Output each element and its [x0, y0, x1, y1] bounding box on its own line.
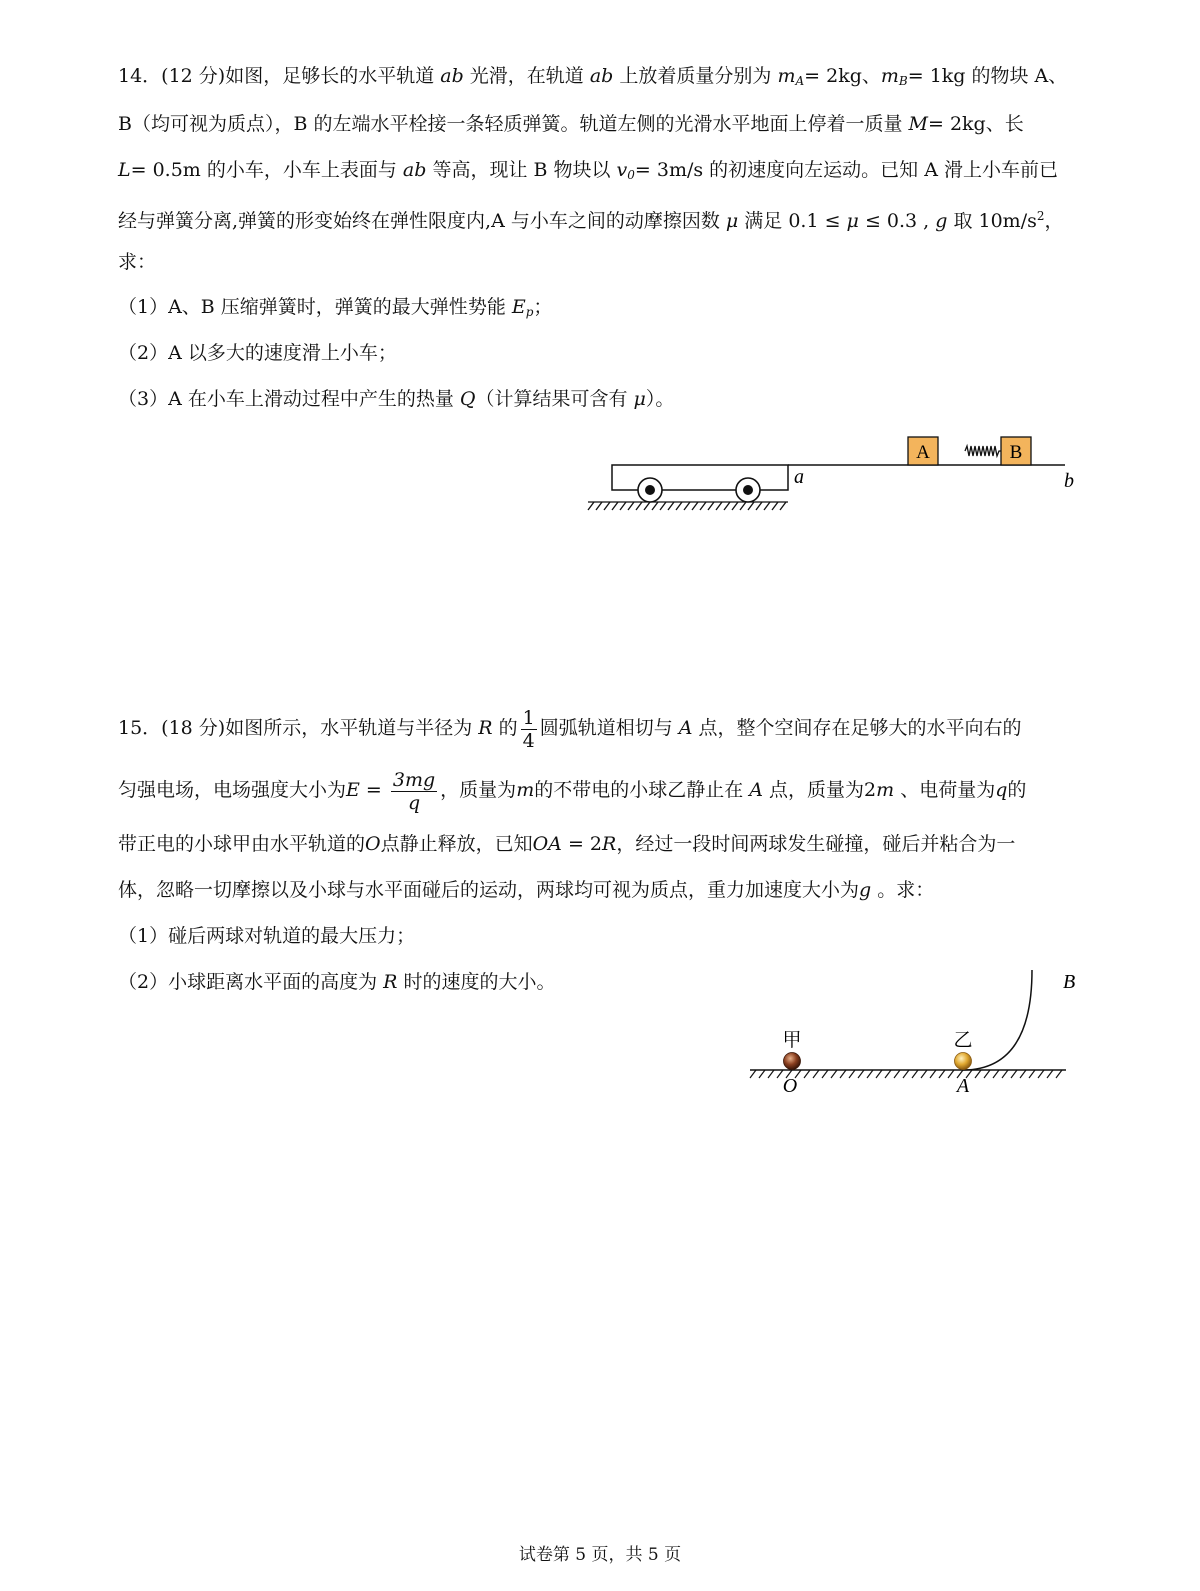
hatch-mark [876, 1070, 882, 1078]
hatch-mark [939, 1070, 945, 1078]
hatch-mark [780, 502, 786, 510]
q14-subquestion-1: （1）A、B 压缩弹簧时，弹簧的最大弹性势能 $E_p$； [118, 296, 553, 319]
hatch-mark [684, 502, 690, 510]
hatch-mark [1029, 1070, 1035, 1078]
cart-wheel-left [638, 478, 662, 502]
hatch-mark [903, 1070, 909, 1078]
ball-jia [784, 1053, 801, 1070]
hatch-mark [975, 1070, 981, 1078]
hatch-mark [748, 502, 754, 510]
spring [965, 446, 1001, 456]
hatch-mark [768, 1070, 774, 1078]
q15-subquestion-1: （1）碰后两球对轨道的最大压力； [118, 925, 416, 947]
hatch-mark [930, 1070, 936, 1078]
hatch-mark [813, 1070, 819, 1078]
hatch-mark [1038, 1070, 1044, 1078]
q15-line-2: 匀强电场，电场强度大小为E = $\frac{3mg}{q}$ ，质量为m的不带电的小球乙静止在 A 点，质量为2m 、电荷量为q的 [118, 768, 1027, 814]
hatch-mark [984, 1070, 990, 1078]
q15-line-3: 带正电的小球甲由水平轨道的O点静止释放，已知OA = 2R，经过一段时间两球发生碰撞，碰后并粘合为一 [118, 833, 1016, 855]
cart-wheel-right [736, 478, 760, 502]
quarter-arc-track [963, 970, 1032, 1070]
hatch-mark [840, 1070, 846, 1078]
block-a-label: A [916, 442, 930, 463]
hatch-mark [885, 1070, 891, 1078]
hatch-mark [596, 502, 602, 510]
fraction-field-strength: $\frac{3mg}{q}$ [392, 768, 436, 814]
hatch-mark [867, 1070, 873, 1078]
hatch-mark [636, 502, 642, 510]
hatch-mark [588, 502, 594, 510]
page-footer: 试卷第 5 页，共 5 页 [518, 1545, 682, 1565]
q14-line-2: B（均可视为质点），B 的左端水平栓接一条轻质弹簧。轨道左侧的光滑水平地面上停着一质量 M= 2kg、长 [118, 113, 1024, 135]
hatch-mark [724, 502, 730, 510]
hatch-mark [732, 502, 738, 510]
hatch-mark [660, 502, 666, 510]
block-b-label: B [1009, 442, 1023, 463]
hatch-mark [644, 502, 650, 510]
label-yi: 乙 [953, 1030, 973, 1051]
hatch-mark [894, 1070, 900, 1078]
label-b: b [1064, 470, 1074, 492]
ball-yi [955, 1053, 972, 1070]
hatch-mark [692, 502, 698, 510]
hatch-mark [822, 1070, 828, 1078]
hatch-mark [620, 502, 626, 510]
hatch-mark [628, 502, 634, 510]
hatch-mark [700, 502, 706, 510]
q14-line-4: 经与弹簧分离,弹簧的形变始终在弹性限度内,A 与小车之间的动摩擦因数 μ 满足 0.1 ≤ μ ≤ 0.3 , g 取 $10m/s^2$， [118, 209, 1064, 232]
hatch-mark [652, 502, 658, 510]
q15-subquestion-2: （2）小球距离水平面的高度为 R 时的速度的大小。 [118, 971, 556, 993]
hatch-mark [612, 502, 618, 510]
hatch-mark [759, 1070, 765, 1078]
hatch-mark [708, 502, 714, 510]
label-a: a [794, 466, 804, 488]
hatch-mark [1047, 1070, 1053, 1078]
hatch-mark [849, 1070, 855, 1078]
hatch-mark [668, 502, 674, 510]
hatch-mark [948, 1070, 954, 1078]
label-a: A [956, 1075, 970, 1097]
q14-line-5: 求： [118, 251, 157, 273]
hatch-mark [604, 502, 610, 510]
hatch-mark [1056, 1070, 1062, 1078]
hatch-mark [858, 1070, 864, 1078]
hatch-mark [1002, 1070, 1008, 1078]
hatch-mark [993, 1070, 999, 1078]
hatch-mark [750, 1070, 756, 1078]
hatch-mark [1020, 1070, 1026, 1078]
q14-figure [580, 430, 1090, 520]
hatch-mark [831, 1070, 837, 1078]
q15-figure [740, 960, 1090, 1100]
q15-line-4: 体，忽略一切摩擦以及小球与水平面碰后的运动，两球均可视为质点，重力加速度大小为g 。求： [118, 879, 935, 901]
hatch-mark [772, 502, 778, 510]
hatch-mark [740, 502, 746, 510]
hatch-mark [912, 1070, 918, 1078]
hatch-mark [1011, 1070, 1017, 1078]
hatch-mark [921, 1070, 927, 1078]
label-jia: 甲 [782, 1030, 802, 1051]
q14-subquestion-3: （3）A 在小车上滑动过程中产生的热量 Q（计算结果可含有 μ）。 [118, 388, 675, 410]
hatch-mark [676, 502, 682, 510]
q14-line-3: L= 0.5m 的小车，小车上表面与 ab 等高，现让 B 物块以 $v_0= 3m/s$ 的初速度向左运动。已知 A 滑上小车前已 [118, 159, 1058, 182]
hatch-mark [804, 1070, 810, 1078]
q14-subquestion-2: （2）A 以多大的速度滑上小车； [118, 342, 397, 364]
q15-line-1: 15．(18 分)如图所示，水平轨道与半径为 R 的 $\frac{1}{4}$ 圆弧轨道相切与 A 点，整个空间存在足够大的水平向右的 [118, 706, 1022, 752]
ground-hatch [588, 502, 788, 510]
hatch-mark [756, 502, 762, 510]
label-b: B [1063, 971, 1076, 993]
hatch-mark [764, 502, 770, 510]
fraction-one-quarter: $\frac{1}{4}$ [522, 706, 535, 752]
label-o: O [782, 1075, 798, 1097]
hatch-mark [716, 502, 722, 510]
q14-line-1: 14．(12 分)如图，足够长的水平轨道 ab 光滑，在轨道 ab 上放着质量分别为 $m_A= 2kg$、$m_B= 1kg$ 的物块 A、 [118, 65, 1068, 88]
